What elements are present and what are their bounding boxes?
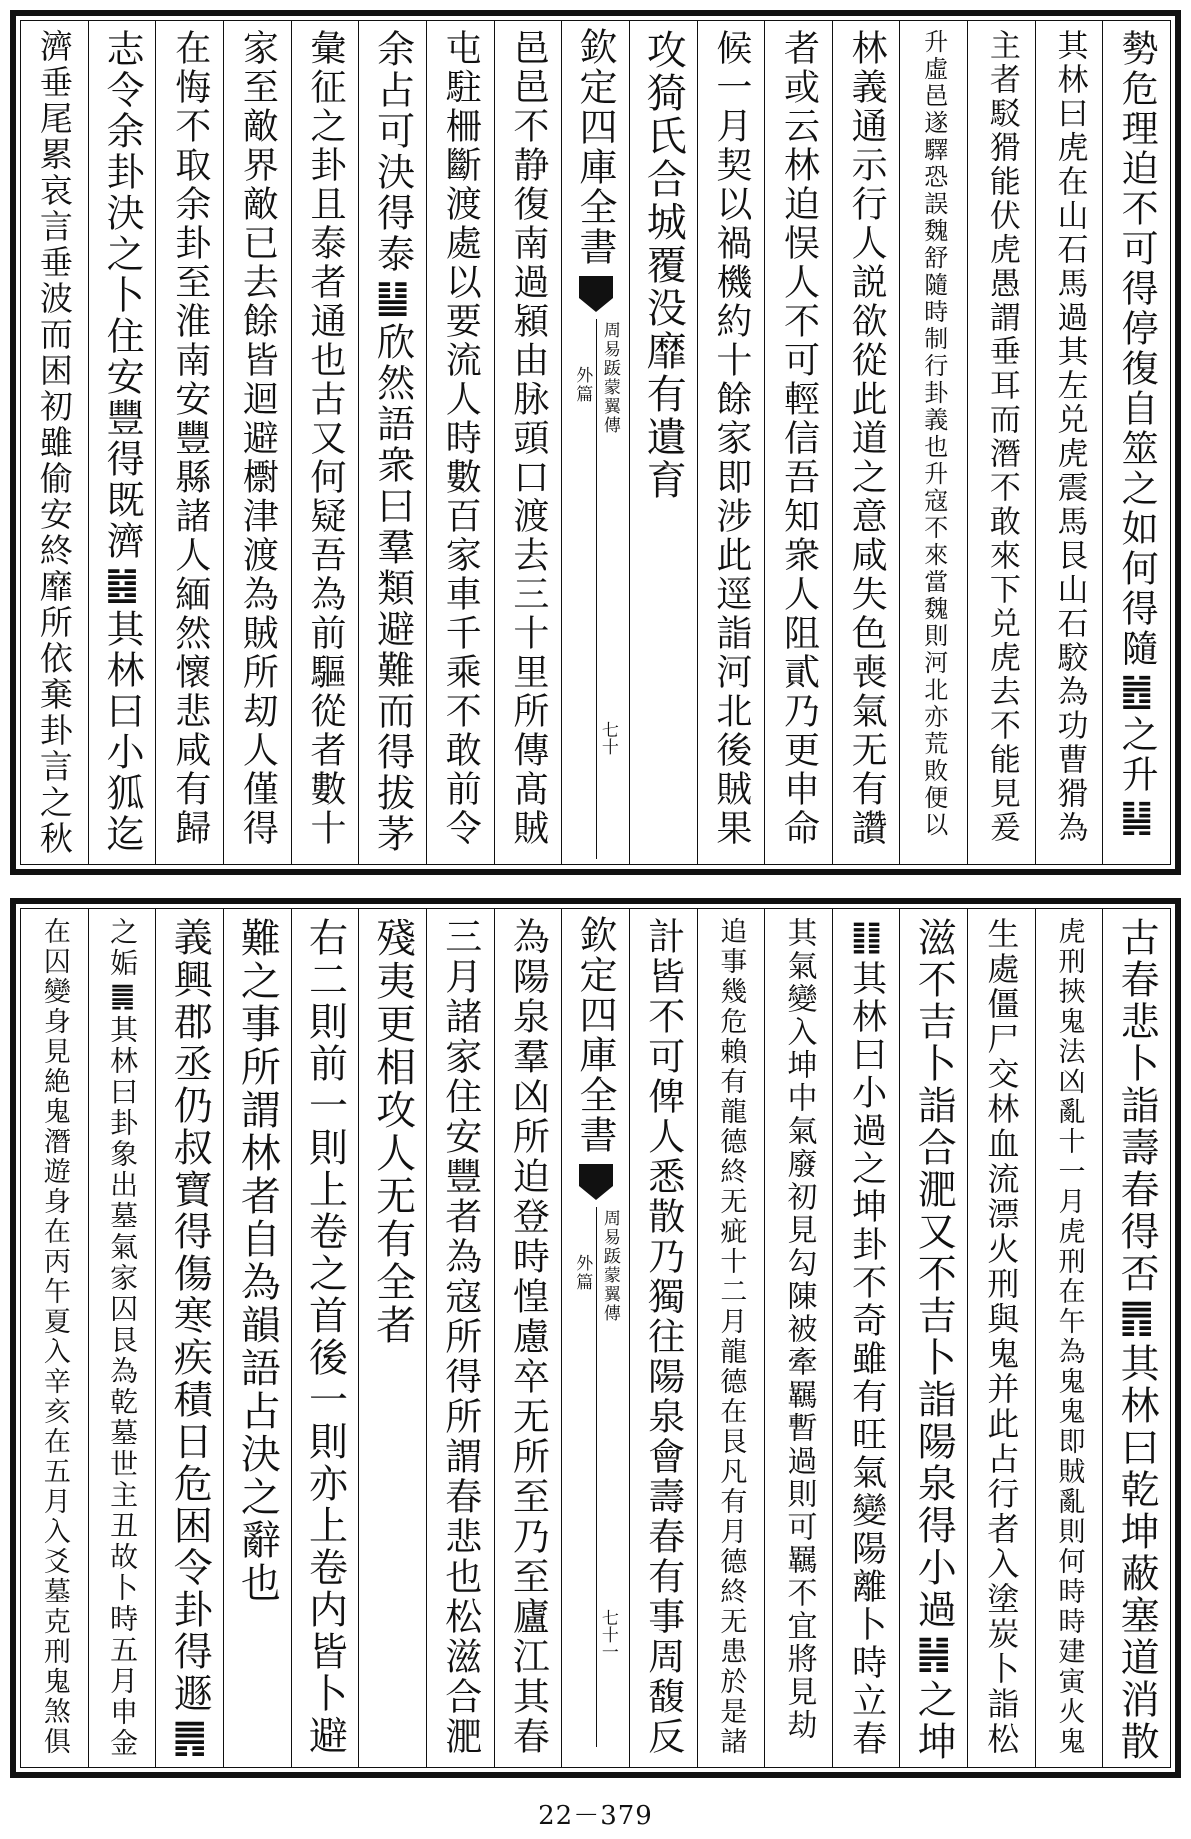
text-column [155,21,223,864]
column-text: ䷁其林曰小過之坤卦不奇雖有旺氣變陽離卜時立春 [846,917,887,1758]
column-text: 其氣變入坤中氣廢初見勾陳被牽羈暫過則可羈不宜將見劫 [781,917,817,1742]
text-column [1102,909,1170,1767]
upper-page-inner-border [20,20,1171,865]
spine-section: 外篇 [572,366,593,404]
text-column [697,909,765,1767]
spine-book-name: 周易䟦蒙翼傳 [599,1209,620,1323]
column-text: 候一月契以禍機約十餘家即涉此逕詣河北後賊果 [710,29,752,848]
text-column [899,909,967,1767]
column-text: 林義通示行人説欲從此道之意咸失色喪氣无有讚 [846,29,888,848]
column-text: 在囚變身見絶鬼潛遊身在丙午夏入辛亥在五月入爻墓克刑鬼煞俱 [38,917,70,1757]
text-column [1035,21,1103,864]
spine-column [561,909,629,1767]
column-text: 屯駐柵斷渡處以要流人時數百家車千乘不敢前令 [440,29,482,848]
text-column [899,21,967,864]
column-text: 計皆不可俾人悉散乃獨往陽泉會壽春有事周馥反 [641,917,685,1757]
lower-text-columns [21,909,1170,1767]
column-text: 殘夷更相攻人无有全者 [369,917,416,1347]
text-column [223,909,291,1767]
text-column [967,909,1035,1767]
fish-tail-mark [579,1164,613,1186]
fish-tail-mark [579,276,613,298]
text-column [1102,21,1170,864]
text-column [832,909,900,1767]
column-text: 生處僵尸交林血流漂火刑與鬼并此占行者入塗炭卜詣松 [982,917,1021,1757]
column-text: 者或云林迫悮人不可輕信吾知衆人阻貳乃更申命 [778,29,820,848]
column-text: 古春悲卜詣壽春得否䷋其林曰乾坤蔽塞道消散 [1114,917,1160,1763]
upper-text-columns [21,21,1170,864]
lower-page-inner-border [20,908,1171,1768]
column-text: 為陽泉羣凶所迫登時惶慮卒无所至乃至廬江其春 [506,917,550,1757]
text-column [629,21,697,864]
text-column [21,909,88,1767]
spine-column [561,21,629,864]
column-text: 其林曰虎在山石馬過其左兑虎震馬艮山石駮為功曹猾為 [1051,29,1088,845]
column-text: 志令余卦決之卜住安豐得既濟䷾其林曰小狐迄 [100,29,145,855]
text-column [764,909,832,1767]
column-text: 升虛邑遂驛恐誤魏舒隨時制行卦義也升寇不來當魏則河北亦荒敗便以 [919,29,948,839]
text-column [764,21,832,864]
text-column [832,21,900,864]
column-text: 難之事所謂林者自為韻語占決之辭也 [234,917,281,1605]
column-text: 虎刑挾鬼法凶亂十一月虎刑在午為鬼鬼即賊亂則何時時建寅火鬼 [1053,917,1085,1757]
column-text: 彙征之卦且泰者通也古又何疑吾為前驅從者數十 [304,29,346,848]
text-column [967,21,1035,864]
column-text: 三月諸家住安豐者為寇所得所謂春悲也松滋合淝 [438,917,482,1757]
spine-center-line [596,319,598,859]
spine-folio-number: 七十 [597,721,618,755]
text-column [21,21,88,864]
spine-section: 外篇 [572,1254,593,1292]
text-column [88,21,156,864]
text-column [291,21,359,864]
fish-tail-notch [579,298,613,312]
column-text: 追事幾危賴有龍德終无疵十二月龍德在艮凡有月德終无患於是諸 [715,917,747,1757]
column-text: 濟垂尾累哀言垂波而困初雖偷安終靡所依棄卦言之秋 [34,29,74,857]
spine-title: 欽定四庫全書 [573,27,618,267]
spine-title: 欽定四庫全書 [573,915,618,1155]
column-text: 攻猗氏合城覆没靡有遺育 [640,29,687,502]
column-text: 主者駁猾能伏虎愚謂垂耳而潛不敢來下兑虎去不能見爰 [983,29,1020,845]
text-column [223,21,291,864]
text-column [697,21,765,864]
text-column [291,909,359,1767]
column-text: 滋不吉卜詣合淝又不吉卜詣陽泉得小過䷽之坤 [911,917,957,1763]
upper-page-frame [10,10,1181,875]
text-column [1035,909,1103,1767]
column-text: 邑邑不静復南過潁由脉頭口渡去三十里所傳髙賊 [507,29,549,848]
column-text: 勢危理迫不可得停復自筮之如何得隨䷐之升䷭ [1115,29,1159,841]
text-column [358,909,426,1767]
text-column [358,21,426,864]
text-column [494,909,562,1767]
text-column [426,21,494,864]
column-text: 右二則前一則上卷之首後一則亦上卷内皆卜避 [302,917,348,1757]
lower-page-frame [10,898,1181,1778]
spine-folio-number: 七十一 [597,1609,618,1660]
text-column [155,909,223,1767]
column-text: 在悔不取余卦至淮南安豐縣諸人緬然懷悲咸有歸 [169,29,211,848]
text-column [426,909,494,1767]
text-column [494,21,562,864]
spine-center-line [596,1207,598,1747]
column-text: 之姤䷫其林曰卦象出墓氣家囚艮為乾墓世主丑故卜時五月申金 [106,917,140,1759]
column-text: 家至敵界敵已去餘皆迴避㯹津渡為賊所刧人僅得 [237,29,279,848]
column-text: 余占可決得泰䷊欣然語衆曰羣類避難而得拔茅 [370,29,415,855]
page-number-footer: 22－379 [538,1801,653,1831]
column-text: 義興郡丞仍叔寶得傷寒疾積日危困令卦得遯䷠ [167,917,213,1763]
text-column [88,909,156,1767]
text-column [629,909,697,1767]
spine-book-name: 周易䟦蒙翼傳 [599,321,620,435]
fish-tail-notch [579,1186,613,1200]
